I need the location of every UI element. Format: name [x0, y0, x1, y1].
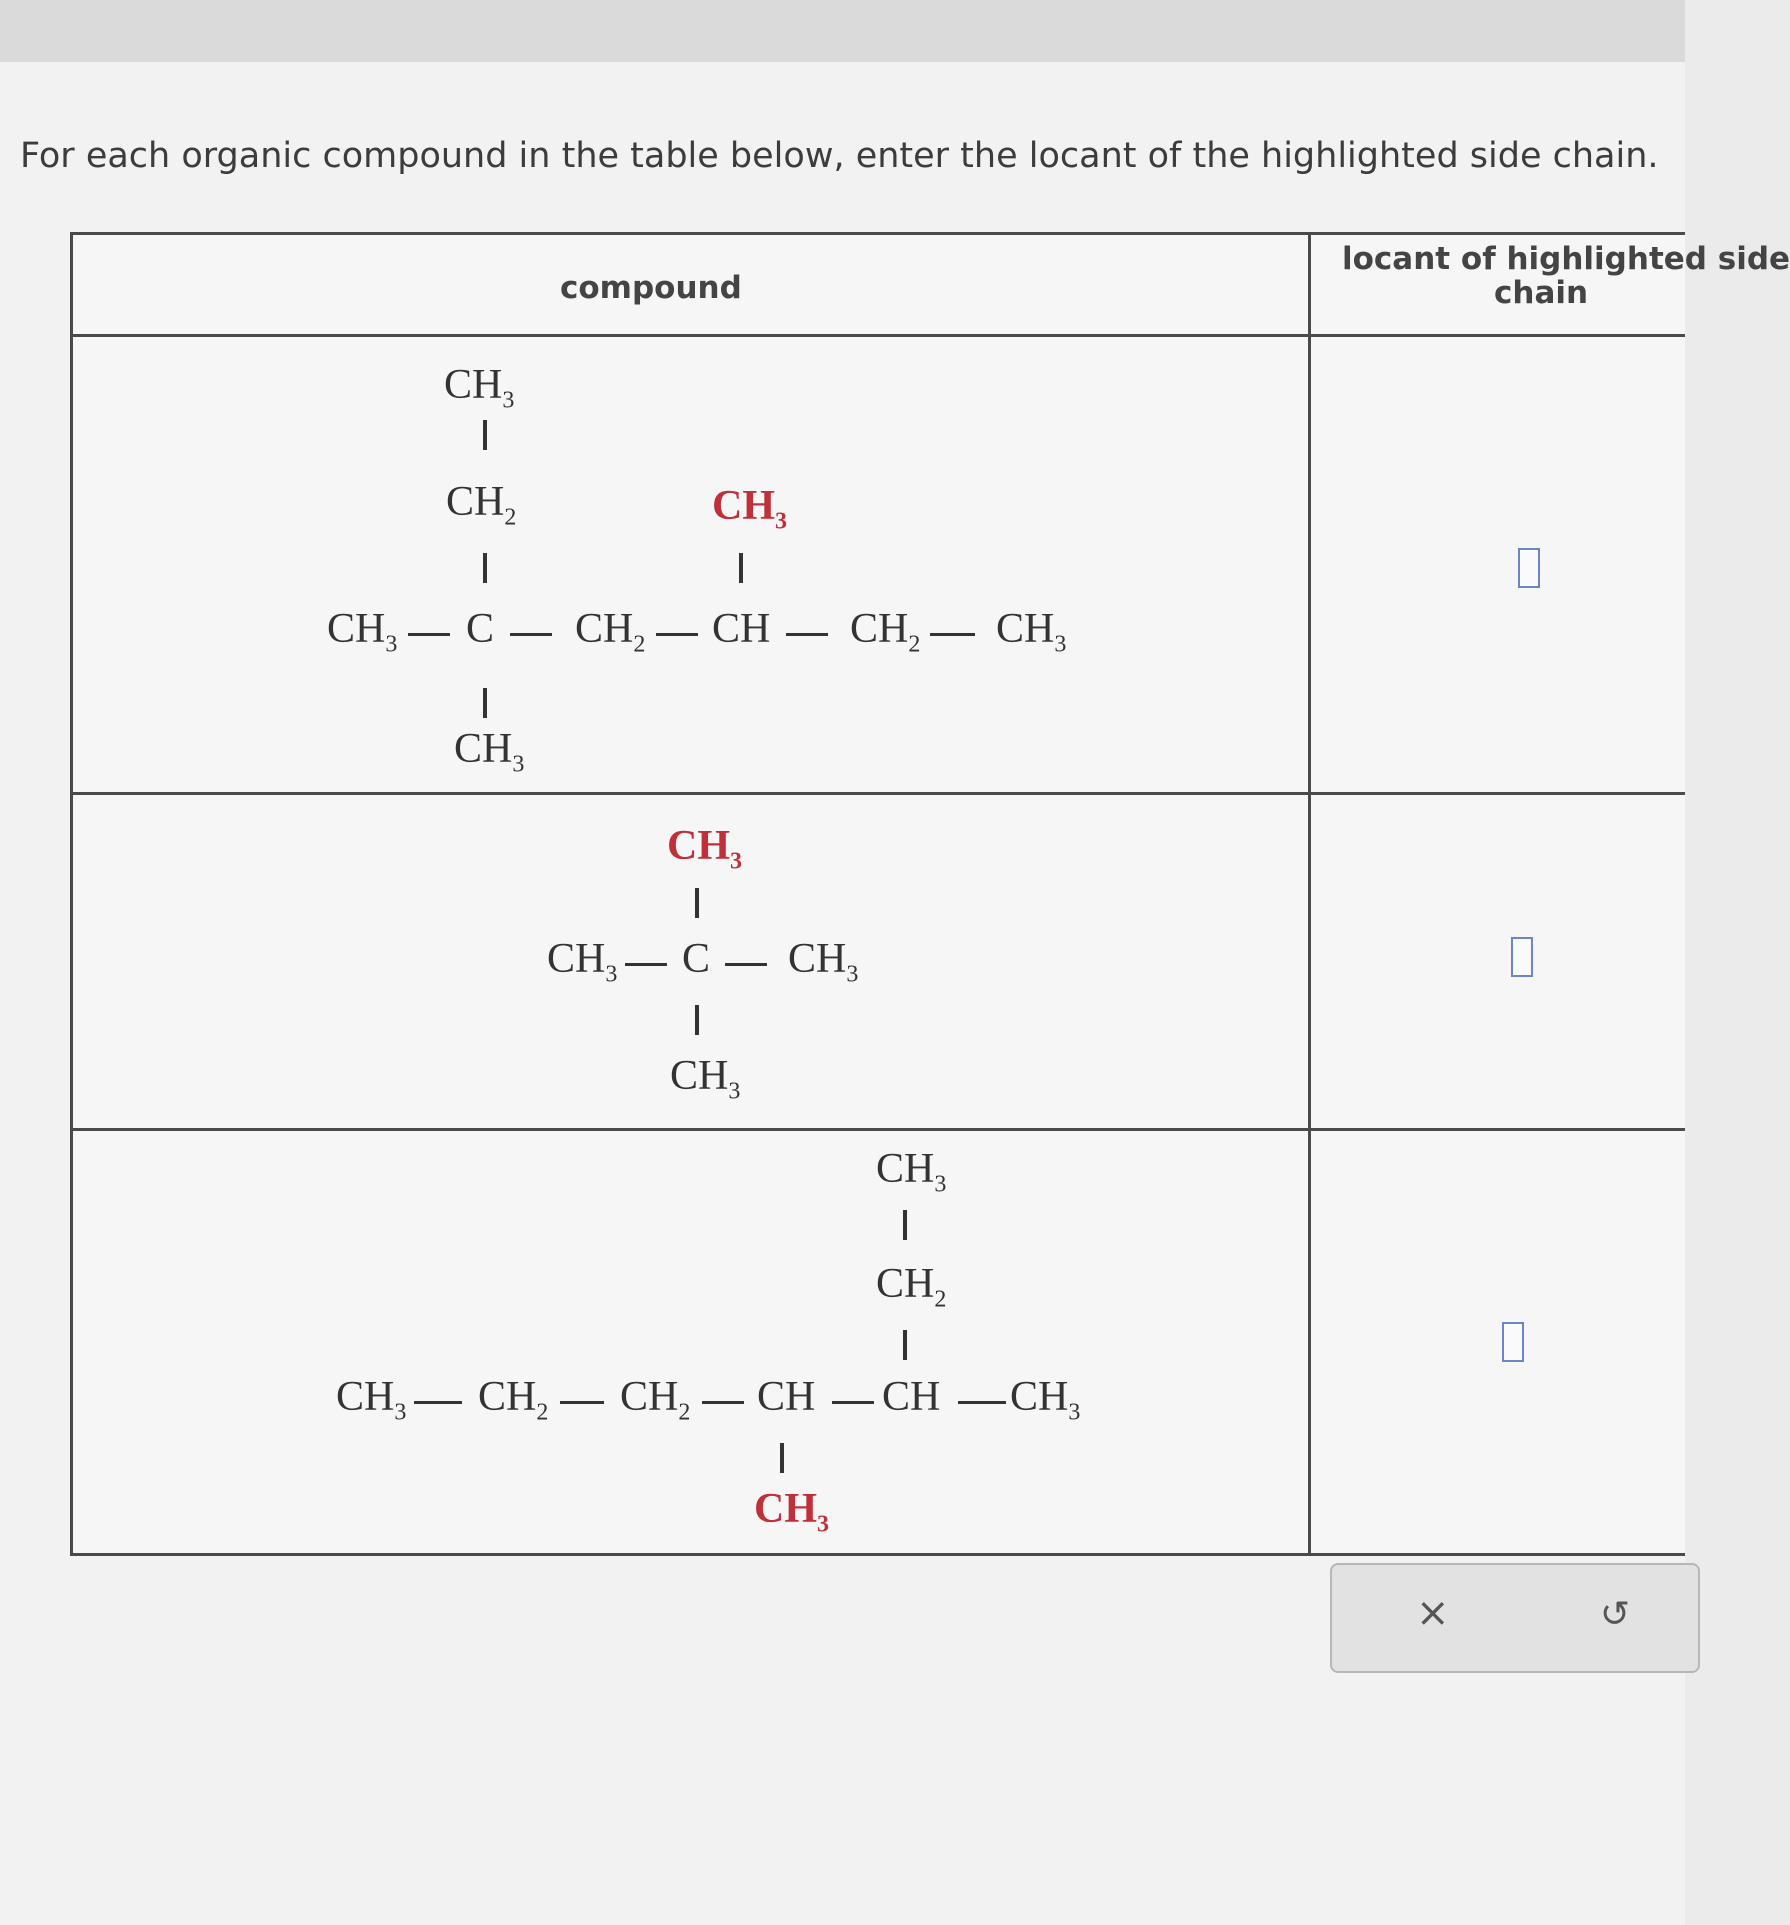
carbon-group: $CH_2$ — [876, 1261, 947, 1313]
clear-button[interactable]: × — [1416, 1590, 1450, 1636]
carbon-group: CH — [757, 1374, 816, 1420]
bond — [702, 1401, 744, 1404]
bond — [483, 688, 487, 718]
bond — [695, 888, 699, 918]
carbon-group: $CH_3$ — [996, 606, 1067, 658]
highlighted-side-chain: $CH_3$ — [667, 823, 742, 875]
undo-button[interactable]: ↺ — [1600, 1594, 1631, 1635]
bond — [483, 420, 487, 450]
carbon-group: $CH_2$ — [850, 606, 921, 658]
bond — [408, 633, 450, 636]
question-instruction: For each organic compound in the table below, enter the locant of the highlighted side chain. — [20, 136, 1659, 176]
bond — [560, 1401, 604, 1404]
bond — [930, 633, 975, 636]
answer-toolbar — [1330, 1563, 1700, 1673]
carbon-group: $CH_3$ — [1010, 1374, 1081, 1426]
carbon-group: $CH_3$ — [444, 362, 515, 414]
locant-column-header — [1342, 241, 1790, 311]
locant-input-1[interactable] — [1518, 548, 1540, 588]
bond — [695, 1005, 699, 1035]
highlighted-side-chain: $CH_3$ — [712, 483, 787, 535]
locant-header-line2: chain — [1494, 275, 1589, 311]
compound-column-header: compound — [560, 270, 742, 306]
carbon-group: $CH_3$ — [327, 606, 398, 658]
carbon-group: $CH_2$ — [575, 606, 646, 658]
carbon-group: CH — [882, 1374, 941, 1420]
locant-input-3[interactable] — [1502, 1322, 1524, 1362]
compound-table — [70, 232, 1685, 1556]
carbon-group: $CH_2$ — [478, 1374, 549, 1426]
carbon-group: $CH_3$ — [454, 726, 525, 778]
carbon-group: $CH_2$ — [620, 1374, 691, 1426]
carbon-group: C — [466, 606, 495, 652]
bond — [725, 963, 767, 966]
bond — [786, 633, 828, 636]
bond — [510, 633, 552, 636]
column-divider — [1308, 232, 1311, 1556]
bond — [903, 1210, 907, 1240]
carbon-group: $CH_3$ — [876, 1146, 947, 1198]
bond — [739, 553, 743, 583]
bond — [903, 1330, 907, 1360]
bond — [958, 1401, 1006, 1404]
locant-input-2[interactable] — [1511, 937, 1533, 977]
row-divider — [70, 792, 1685, 795]
bond — [832, 1401, 874, 1404]
carbon-group: $CH_3$ — [547, 936, 618, 988]
bond — [656, 633, 698, 636]
bond — [780, 1443, 784, 1473]
locant-header-line1: locant of highlighted side — [1342, 241, 1790, 277]
highlighted-side-chain: $CH_3$ — [754, 1486, 829, 1538]
header-divider — [70, 334, 1685, 337]
carbon-group: $CH_3$ — [670, 1053, 741, 1105]
carbon-group: $CH_3$ — [336, 1374, 407, 1426]
carbon-group: $CH_3$ — [788, 936, 859, 988]
carbon-group: C — [682, 936, 711, 982]
bond — [625, 963, 667, 966]
bond — [414, 1401, 462, 1404]
row-divider — [70, 1128, 1685, 1131]
top-bar — [0, 0, 1685, 62]
carbon-group: $CH_2$ — [446, 479, 517, 531]
bond — [483, 553, 487, 583]
carbon-group: CH — [712, 606, 771, 652]
